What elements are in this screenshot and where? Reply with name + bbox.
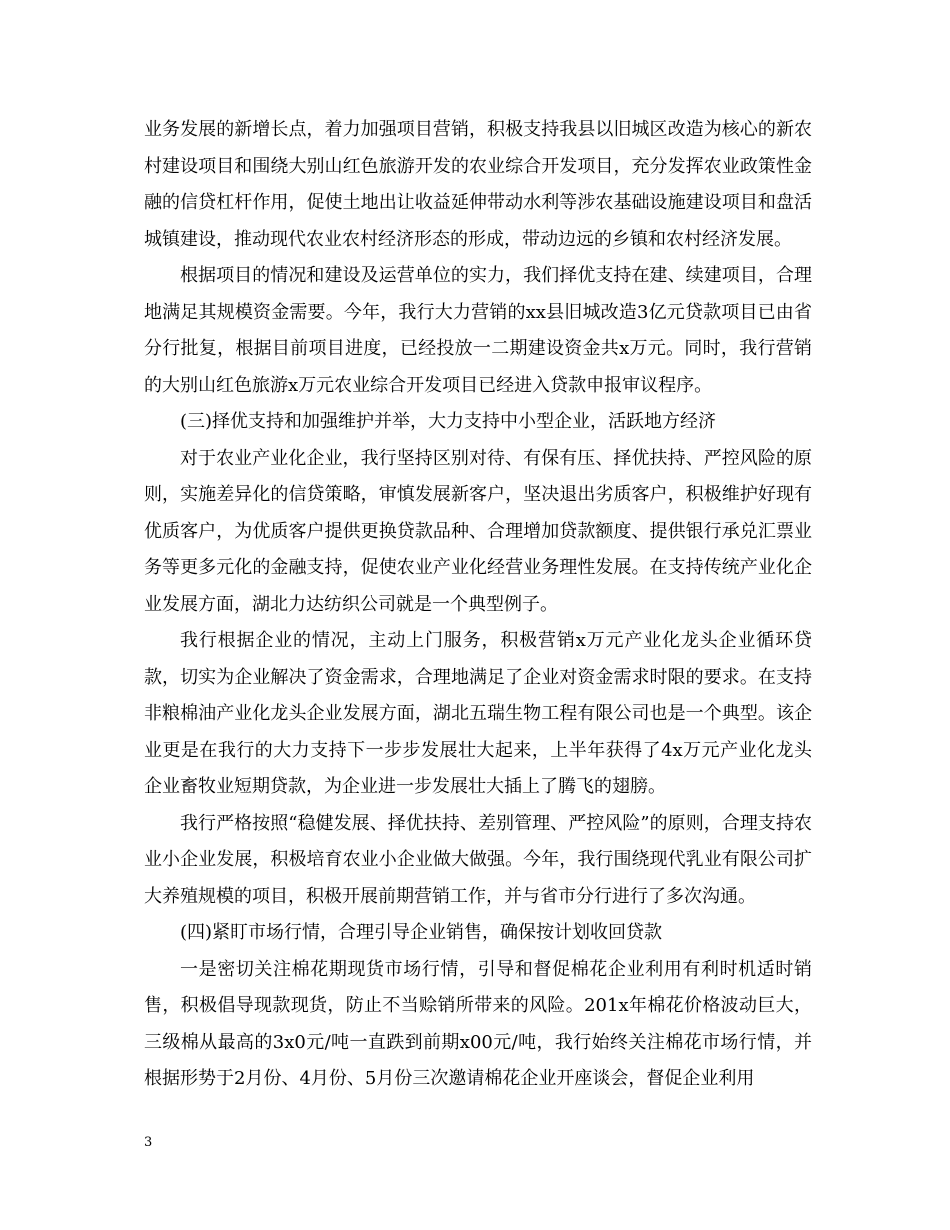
paragraph-cotton-market: 一是密切关注棉花期现货市场行情，引导和督促棉花企业利用有利时机适时销售，积极倡导现款现货，防止不当赊销所带来的风险。201x年棉花价格波动巨大，三级棉从最高的3x0元/吨一直跌到前期x00元/吨，我行始终关注棉花市场行情，并根据形势于2月份、4月份、5月份三次邀请棉花企业开座谈会，督促企业利用 <box>144 958 812 1089</box>
paragraph-continuation: 业务发展的新增长点，着力加强项目营销，积极支持我县以旧城区改造为核心的新农村建设项目和围绕大别山红色旅游开发的农业综合开发项目，充分发挥农业政策性金融的信贷杠杆作用，促使土地出让收益延伸带动水利等涉农基础设施建设项目和盘活城镇建设，推动现代农业农村经济形态的形成，带动边远的乡镇和农村经济发展。 <box>144 119 812 250</box>
paragraph-project-support: 根据项目的情况和建设及运营单位的实力，我们择优支持在建、续建项目，合理地满足其规模资金需要。今年，我行大力营销的xx县旧城改造3亿元贷款项目已由省分行批复，根据目前项目进度，已经投放一二期建设资金共x万元。同时，我行营销的大别山红色旅游x万元农业综合开发项目已经进入贷款申报审议程序。 <box>144 265 812 396</box>
paragraph-industrialization: 对于农业产业化企业，我行坚持区别对待、有保有压、择优扶持、严控风险的原则，实施差异化的信贷策略，审慎发展新客户，坚决退出劣质客户，积极维护好现有优质客户，为优质客户提供更换贷款品种、合理增加贷款额度、提供银行承兑汇票业务等更多元化的金融支持，促使农业产业化经营业务理性发展。在支持传统产业化企业发展方面，湖北力达纺织公司就是一个典型例子。 <box>144 447 812 615</box>
section-heading-4: (四)紧盯市场行情，合理引导企业销售，确保按计划收回贷款 <box>180 922 663 943</box>
paragraph-small-enterprise: 我行严格按照“稳健发展、择优扶持、差别管理、严控风险”的原则，合理支持农业小企业发展，积极培育农业小企业做大做强。今年，我行围绕现代乳业有限公司扩大养殖规模的项目，积极开展前期营销工作，并与省市分行进行了多次沟通。 <box>144 812 812 907</box>
section-heading-3: (三)择优支持和加强维护并举，大力支持中小型企业，活跃地方经济 <box>180 411 717 432</box>
paragraph-service: 我行根据企业的情况，主动上门服务，积极营销x万元产业化龙头企业循环贷款，切实为企业解决了资金需求，合理地满足了企业对资金需求时限的要求。在支持非粮棉油产业化龙头企业发展方面，湖北五瑞生物工程有限公司也是一个典型。该企业更是在我行的大力支持下一步步发展壮大起来，上半年获得了4x万元产业化龙头企业畜牧业短期贷款，为企业进一步发展壮大插上了腾飞的翅膀。 <box>144 630 812 797</box>
page-number: 3 <box>144 1135 153 1150</box>
document-body <box>144 112 812 1098</box>
